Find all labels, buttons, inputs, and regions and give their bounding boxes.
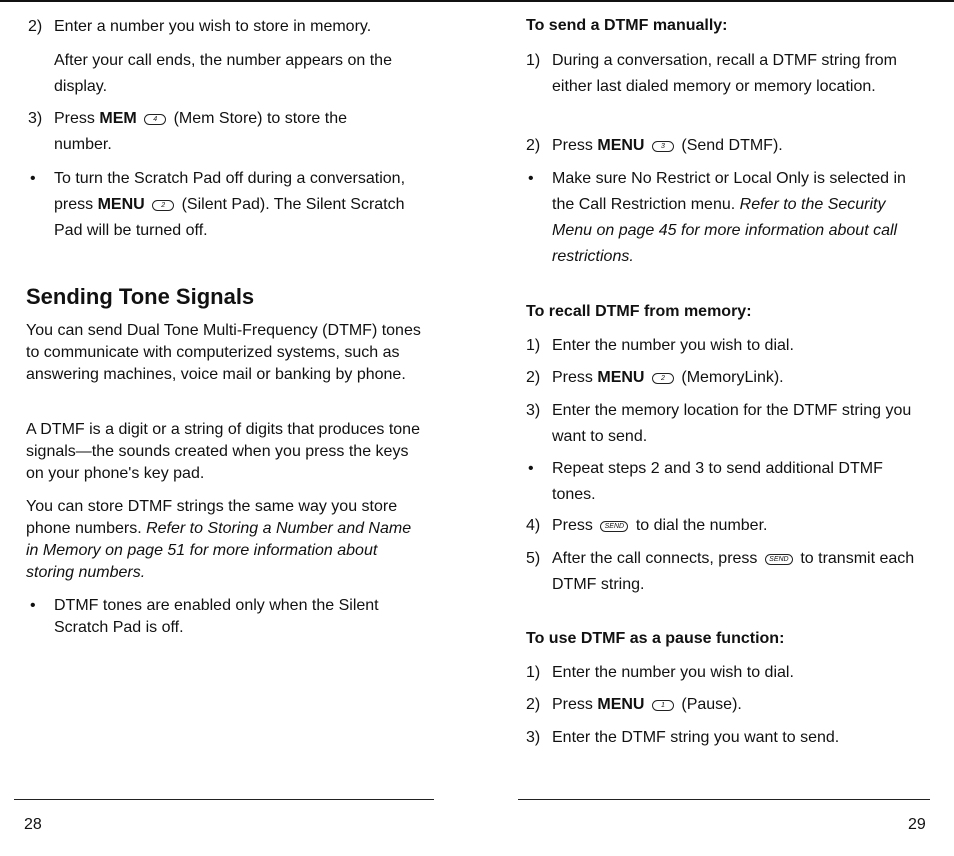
cross-reference: Refer to the Security Menu on page 45 for more information about call restrictions. bbox=[552, 196, 898, 265]
bullet-mark: • bbox=[30, 170, 36, 187]
intro-paragraph: You can send Dual Tone Multi-Frequency (DTMF) tones to communicate with computerized systems, such as answering machines, voice mail or banking by phone. bbox=[26, 322, 421, 383]
step-number: 1) bbox=[526, 664, 541, 681]
bullet-text: To turn the Scratch Pad off during a conversation, press MENU 2 (Silent Pad). The Silent Scratch Pad will be turned off. bbox=[54, 170, 406, 239]
bullet-mark: • bbox=[528, 170, 534, 187]
step-number: 2) bbox=[526, 137, 541, 154]
page-number: 29 bbox=[908, 816, 926, 833]
send-key-icon: SEND bbox=[765, 554, 793, 565]
footer-rule bbox=[518, 799, 930, 800]
key-4-icon: 4 bbox=[144, 114, 166, 125]
step-3 bbox=[28, 106, 408, 158]
pause-step-2 bbox=[526, 692, 926, 718]
step-text: Enter a number you wish to store in memory. bbox=[54, 18, 372, 35]
step-text: Press MEM 4 (Mem Store) to store the number. bbox=[54, 110, 347, 153]
step-number: 2) bbox=[526, 369, 541, 386]
send-manually-heading: To send a DTMF manually: bbox=[526, 17, 728, 34]
dtmf-definition-paragraph: A DTMF is a digit or a string of digits that produces tone signals—the sounds created when you press the keys on your phone's key pad. bbox=[26, 421, 420, 482]
recall-step-5 bbox=[526, 546, 926, 598]
step-text: Press MENU 1 (Pause). bbox=[552, 696, 742, 713]
recall-step-3 bbox=[526, 398, 926, 450]
menu-key-label: MENU bbox=[597, 137, 645, 154]
pause-step-1 bbox=[526, 660, 926, 686]
recall-memory-heading: To recall DTMF from memory: bbox=[526, 303, 752, 320]
menu-key-label: MENU bbox=[597, 696, 645, 713]
step-number: 1) bbox=[526, 337, 541, 354]
recall-step-2 bbox=[526, 365, 926, 391]
bullet-text: Repeat steps 2 and 3 to send additional DTMF tones. bbox=[552, 460, 883, 503]
key-2-icon: 2 bbox=[152, 200, 174, 211]
step-text: Press SEND to dial the number. bbox=[552, 517, 768, 534]
step-text: Press MENU 2 (MemoryLink). bbox=[552, 369, 784, 386]
send-bullet-restriction bbox=[526, 166, 926, 270]
step-text: Press MENU 3 (Send DTMF). bbox=[552, 137, 783, 154]
recall-step-1 bbox=[526, 333, 926, 359]
bullet-mark: • bbox=[30, 597, 36, 614]
footer-rule bbox=[14, 799, 434, 800]
bullet-text: DTMF tones are enabled only when the Silent Scratch Pad is off. bbox=[54, 597, 379, 636]
section-heading: Sending Tone Signals bbox=[26, 284, 255, 309]
send-step-2 bbox=[526, 133, 926, 159]
pause-function-heading: To use DTMF as a pause function: bbox=[526, 630, 785, 647]
mem-key-label: MEM bbox=[99, 110, 137, 127]
bullet-mark: • bbox=[528, 460, 534, 477]
step-number: 2) bbox=[526, 696, 541, 713]
recall-bullet-repeat bbox=[526, 456, 926, 508]
send-key-icon: SEND bbox=[600, 521, 628, 532]
bullet-text: Make sure No Restrict or Local Only is selected in the Call Restriction menu. Refer to the Security Menu on page 45 for more information about call restrictions. bbox=[552, 170, 906, 265]
step-text: During a conversation, recall a DTMF string from either last dialed memory or memory location. bbox=[552, 52, 897, 95]
step-text: Enter the memory location for the DTMF string you want to send. bbox=[552, 402, 912, 445]
page-number: 28 bbox=[24, 816, 42, 833]
step-2 bbox=[28, 14, 428, 100]
menu-key-label: MENU bbox=[97, 196, 145, 213]
cross-reference: Refer to Storing a Number and Name in Memory on page 51 for more information about storing numbers. bbox=[26, 520, 412, 581]
step-number: 3) bbox=[526, 402, 541, 419]
step-number: 3) bbox=[526, 729, 541, 746]
step-text: Enter the DTMF string you want to send. bbox=[552, 729, 840, 746]
step-text: Enter the number you wish to dial. bbox=[552, 337, 794, 354]
recall-step-4 bbox=[526, 513, 926, 539]
pause-step-3 bbox=[526, 725, 926, 751]
step-number: 4) bbox=[526, 517, 541, 534]
storing-paragraph: You can store DTMF strings the same way you store phone numbers. Refer to Storing a Number and Name in Memory on page 51 for more information about storing numbers. bbox=[26, 498, 412, 581]
key-1-icon: 1 bbox=[652, 700, 674, 711]
step-text: Enter the number you wish to dial. bbox=[552, 664, 794, 681]
step-number: 3) bbox=[28, 110, 43, 127]
menu-key-label: MENU bbox=[597, 369, 645, 386]
step-number: 5) bbox=[526, 550, 541, 567]
step-number: 2) bbox=[28, 18, 43, 35]
key-3-icon: 3 bbox=[652, 141, 674, 152]
step-text: After the call connects, press SEND to transmit each DTMF string. bbox=[552, 550, 915, 593]
top-rule bbox=[0, 0, 954, 2]
key-2-icon: 2 bbox=[652, 373, 674, 384]
bullet-silent-pad bbox=[28, 166, 428, 244]
send-step-1 bbox=[526, 48, 926, 100]
step-note: After your call ends, the number appears on the display. bbox=[54, 52, 392, 95]
bullet-dtmf-enabled bbox=[26, 595, 426, 639]
step-number: 1) bbox=[526, 52, 541, 69]
